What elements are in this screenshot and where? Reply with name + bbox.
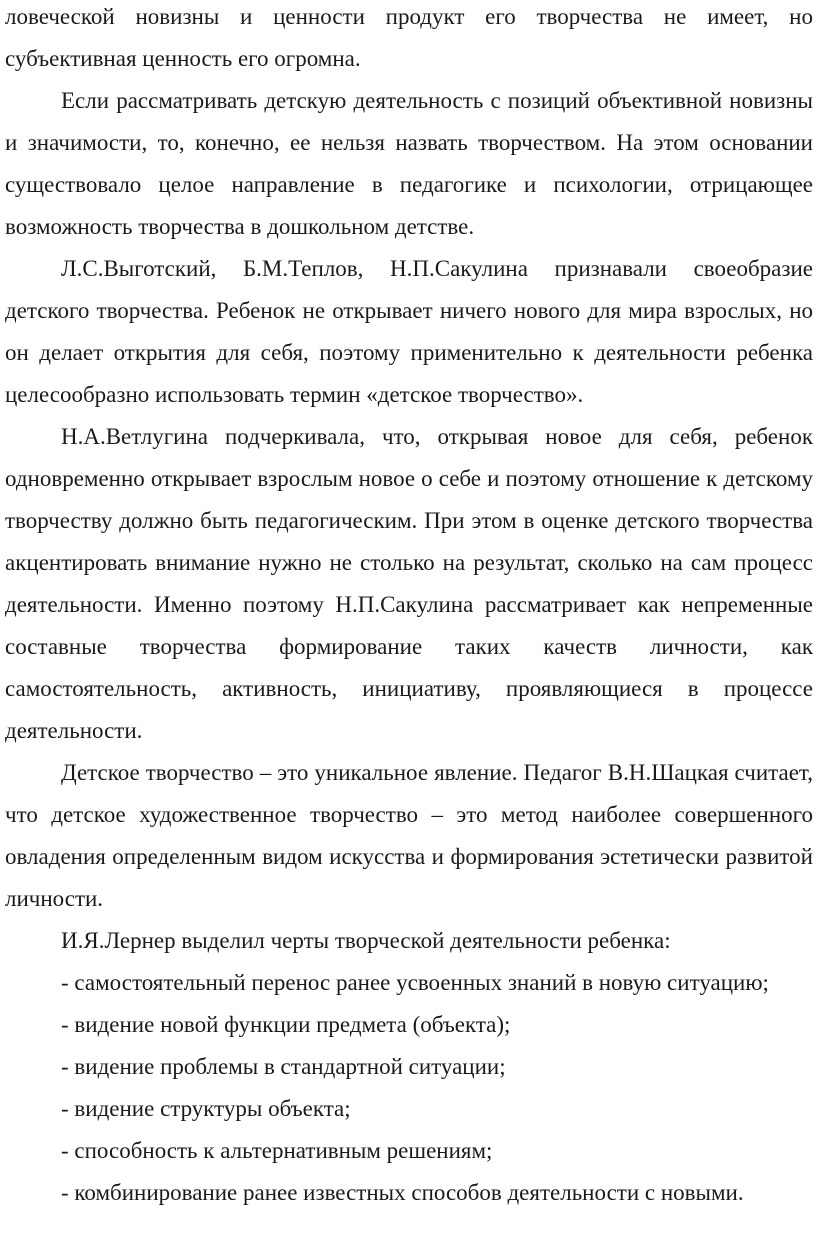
document-body xyxy=(5,0,813,1214)
paragraph-vetlugina: Н.А.Ветлугина подчеркивала, что, открывая новое для себя, ребенок одновременно открывает взрослым новое о себе и поэтому отношение к детскому творчеству должно быть педагогическим. При этом в оценке детского творчества акцентировать внимание нужно не столько на результат, сколько на сам процесс деятельности. Именно поэтому Н.П.Сакулина рассматривает как непременные составные творчества формирование таких качеств личности, как самостоятельность, активность, инициативу, проявляющиеся в процессе деятельности. xyxy=(5,424,813,743)
paragraph-shatskaya: Детское творчество – это уникальное явление. Педагог В.Н.Шацкая считает, что детское художественное творчество – это метод наиболее совершенного овладения определенным видом искусства и формирования эстетически развитой личности. xyxy=(5,760,813,911)
list-item: - видение проблемы в стандартной ситуации; xyxy=(61,1054,506,1079)
list-item: - самостоятельный перенос ранее усвоенных знаний в новую ситуацию; xyxy=(61,970,769,995)
list-item: - комбинирование ранее известных способов деятельности с новыми. xyxy=(61,1180,744,1205)
list-item: - видение новой функции предмета (объекта); xyxy=(61,1012,511,1037)
list-item: - видение структуры объекта; xyxy=(61,1096,351,1121)
paragraph-objective-novelty: Если рассматривать детскую деятельность с позиций объективной новизны и значимости, то, конечно, ее нельзя назвать творчеством. На этом основании существовало целое направление в педагогике и психологии, отрицающее возможность творчества в дошкольном детстве. xyxy=(5,88,813,239)
list-intro: И.Я.Лернер выделил черты творческой деятельности ребенка: xyxy=(61,928,671,953)
paragraph-vygotsky: Л.С.Выготский, Б.М.Теплов, Н.П.Сакулина признавали своеобразие детского творчества. Ребенок не открывает ничего нового для мира взрослых, но он делает открытия для себя, поэтому применительно к деятельности ребенка целесообразно использовать термин «детское творчество». xyxy=(5,256,813,407)
list-item: - способность к альтернативным решениям; xyxy=(61,1138,493,1163)
paragraph-continuation: ловеческой новизны и ценности продукт его творчества не имеет, но субъективная ценность его огромна. xyxy=(5,4,813,71)
